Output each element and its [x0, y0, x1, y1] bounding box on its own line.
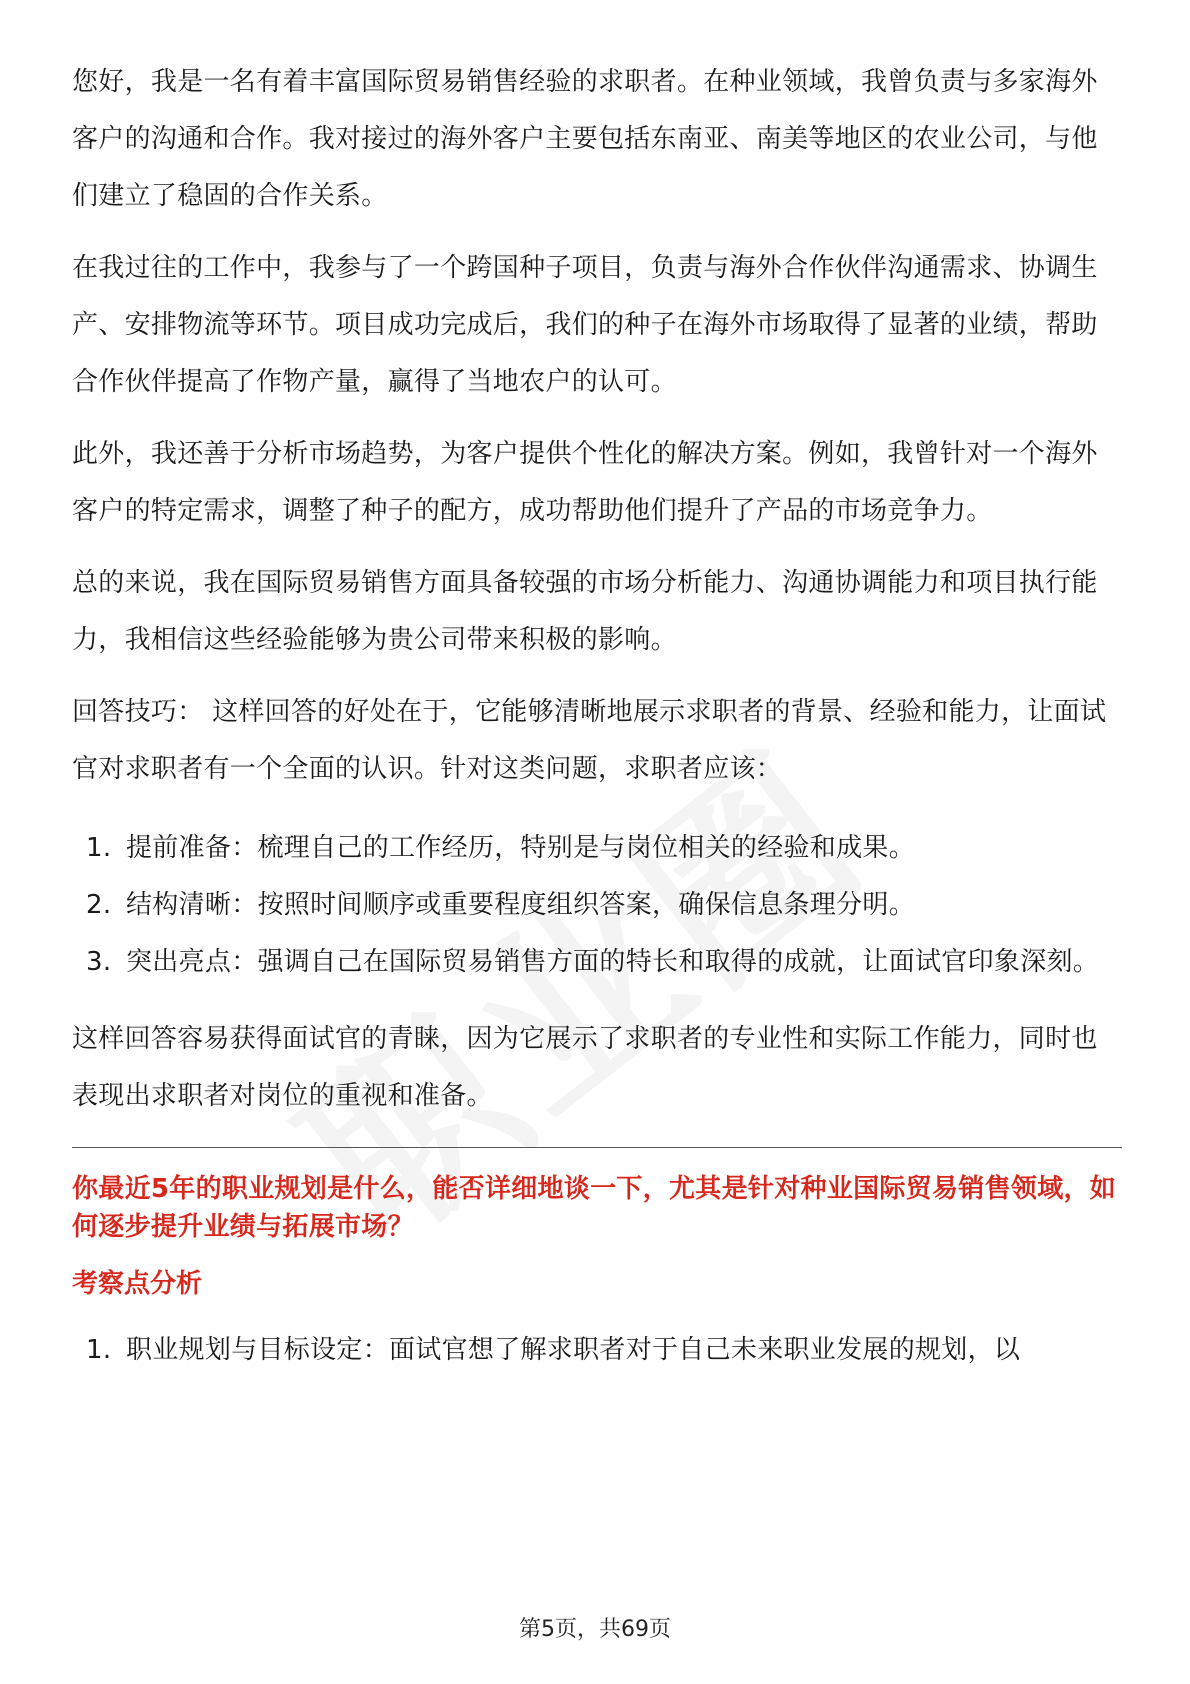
- list-item-text: 职业规划与目标设定：面试官想了解求职者对于自己未来职业发展的规划，以: [126, 1335, 1021, 1365]
- list-item-text: 突出亮点：强调自己在国际贸易销售方面的特长和取得的成就，让面试官印象深刻。: [126, 947, 1100, 977]
- analysis-point-item: [72, 1322, 1122, 1379]
- tips-list-item: [72, 820, 1122, 877]
- list-number: 1.: [86, 1335, 112, 1365]
- list-number: 3.: [86, 947, 112, 977]
- page-footer: 第5页，共69页: [519, 1617, 671, 1642]
- paragraph-conclusion: 这样回答容易获得面试官的青睐，因为它展示了求职者的专业性和实际工作能力，同时也表现出求职者对岗位的重视和准备。: [72, 1024, 1098, 1111]
- analysis-heading: 考察点分析: [72, 1269, 203, 1299]
- interview-question: 你最近5年的职业规划是什么，能否详细地谈一下，尤其是针对种业国际贸易销售领域，如何逐步提升业绩与拓展市场？: [72, 1174, 1117, 1242]
- paragraph-market-analysis: 此外，我还善于分析市场趋势，为客户提供个性化的解决方案。例如，我曾针对一个海外客户的特定需求，调整了种子的配方，成功帮助他们提升了产品的市场竞争力。: [72, 439, 1098, 526]
- list-item-text: 结构清晰：按照时间顺序或重要程度组织答案，确保信息条理分明。: [126, 890, 916, 920]
- list-number: 2.: [86, 890, 112, 920]
- tips-list-item: [72, 934, 1122, 991]
- list-number: 1.: [86, 833, 112, 863]
- document-page: [72, 54, 1122, 1379]
- tips-list: [72, 820, 1122, 991]
- list-item-text: 提前准备：梳理自己的工作经历，特别是与岗位相关的经验和成果。: [126, 833, 916, 863]
- paragraph-answer-tips: 回答技巧： 这样回答的好处在于，它能够清晰地展示求职者的背景、经验和能力，让面试官对求职者有一个全面的认识。针对这类问题，求职者应该：: [72, 697, 1107, 784]
- paragraph-intro: 您好，我是一名有着丰富国际贸易销售经验的求职者。在种业领域，我曾负责与多家海外客户的沟通和合作。我对接过的海外客户主要包括东南亚、南美等地区的农业公司，与他们建立了稳固的合作关系。: [72, 67, 1098, 211]
- tips-list-item: [72, 877, 1122, 934]
- paragraph-summary: 总的来说，我在国际贸易销售方面具备较强的市场分析能力、沟通协调能力和项目执行能力，我相信这些经验能够为贵公司带来积极的影响。: [72, 568, 1098, 655]
- analysis-points-list: [72, 1322, 1122, 1379]
- paragraph-project-experience: 在我过往的工作中，我参与了一个跨国种子项目，负责与海外合作伙伴沟通需求、协调生产、安排物流等环节。项目成功完成后，我们的种子在海外市场取得了显著的业绩，帮助合作伙伴提高了作物产量，赢得了当地农户的认可。: [72, 253, 1098, 397]
- section-divider: [72, 1147, 1122, 1148]
